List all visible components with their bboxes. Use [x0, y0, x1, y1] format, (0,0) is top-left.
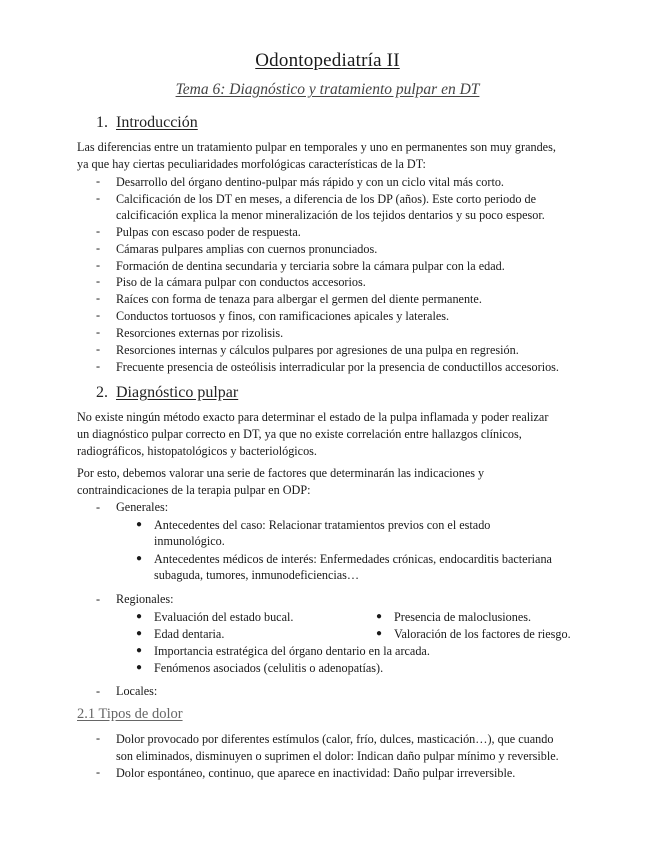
- paragraph-line: un diagnóstico pulpar correcto en DT, ya que no existe correlación entre hallazgos clínicos,: [77, 427, 522, 441]
- paragraph-line: radiográficos, histopatológicos y bacteriológicos.: [77, 444, 317, 458]
- factors-paragraph: [77, 465, 587, 499]
- list-item: Dolor espontáneo, continuo, que aparece en inactividad: Daño pulpar irreversible.: [116, 766, 516, 780]
- list-item: Resorciones internas y cálculos pulpares por agresiones de una pulpa en regresión.: [116, 343, 519, 357]
- section-number: 2.: [96, 384, 108, 401]
- list-item: Piso de la cámara pulpar con conductos accesorios.: [116, 275, 366, 289]
- list-item: Presencia de maloclusiones.: [394, 610, 532, 624]
- list-item: Importancia estratégica del órgano dentario en la arcada.: [154, 644, 430, 658]
- intro-line: Las diferencias entre un tratamiento pulpar en temporales y uno en permanentes son muy grandes,: [77, 140, 556, 154]
- list-item: Antecedentes del caso: Relacionar tratamientos previos con el estado: [154, 518, 491, 532]
- generales-heading: Generales:: [116, 500, 169, 514]
- list-item: [116, 731, 586, 764]
- list-item: Resorciones externas por rizolisis.: [116, 326, 284, 340]
- paragraph-line: No existe ningún método exacto para determinar el estado de la pulpa inflamada y poder realizar: [77, 410, 549, 424]
- list-item: Cámaras pulpares amplias con cuernos pronunciados.: [116, 242, 378, 256]
- intro-paragraph: [77, 139, 587, 173]
- list-item: Edad dentaria.: [154, 627, 225, 641]
- list-item: Evaluación del estado bucal.: [154, 610, 294, 624]
- list-item: Conductos tortuosos y finos, con ramificaciones apicales y laterales.: [116, 309, 450, 323]
- paragraph-line: contraindicaciones de la terapia pulpar en ODP:: [77, 483, 311, 497]
- list-item-continuation: calcificación explica la menor mineralización de los tejidos dentarios y su poco espesor.: [116, 208, 545, 222]
- document-title: Odontopediatría II: [255, 50, 400, 71]
- list-item: Desarrollo del órgano dentino-pulpar más rápido y con un ciclo vital más corto.: [116, 175, 504, 189]
- list-item: Frecuente presencia de osteólisis interradicular por la presencia de conductillos accesorios.: [116, 360, 559, 374]
- list-item: Formación de dentina secundaria y terciaria sobre la cámara pulpar con la edad.: [116, 259, 505, 273]
- section-number: 1.: [96, 114, 108, 131]
- section-title: Diagnóstico pulpar: [116, 384, 239, 401]
- list-item-continuation: inmunológico.: [154, 534, 225, 548]
- list-item: Pulpas con escaso poder de respuesta.: [116, 225, 301, 239]
- document-page: Odontopediatría II Tema 6: Diagnóstico y tratamiento pulpar en DT 1. Introducción Las diferencias entre un tratamiento pulpar en temporales y uno en permanentes son muy grandes, ya que hay ciertas peculiaridades morfológicas características de la DT: - Desarrollo del órgano dentino-pulpar más rápido y con un ciclo vital más corto. - Calcificación de los DT en meses, a diferencia de los DP (años). Este corto periodo de calcificación explica la menor mineralización de los tejidos dentarios y su poco espesor. - Pulpas con escaso poder de respuesta. - Cámaras pulpares amplias con cuernos pronunciados. - Formación de dentina secundaria y terciaria sobre la cámara pulpar con la edad. - Piso de la cámara pulpar con conductos accesorios. - Raíces con forma de tenaza para albergar el germen del diente permanente. - Conductos tortuosos y finos, con ramificaciones apicales y laterales. - Resorciones externas por rizolisis. - Resorciones internas y cálculos pulpares por agresiones de una pulpa en regresión. - Frecuente presencia de osteólisis interradicular por la presencia de conductillos accesorios. 2. Diagnóstico pulpar No existe ningún método exacto para determinar el estado de la pulpa inflamada y poder realizar un diagnóstico pulpar correcto en DT, ya que no existe correlación entre hallazgos clínicos, radiográficos, histopatológicos y bacteriológicos. Por esto, debemos valorar una serie de factores que determinarán las indicaciones y contraindicaciones de la terapia pulpar en ODP: - Generales: ● Antecedentes del caso: Relacionar tratamientos previos con el estado inmunológico. ● Antecedentes médicos de interés: Enfermedades crónicas, endocarditis bacteriana subaguda, tumores, inmunodeficiencias… - Regionales: ● Evaluación del estado bucal. ● Presencia de maloclusiones. ● Edad dentaria. ● Valoración de los factores de riesgo. ● Importancia estratégica del órgano dentario en la arcada. ● Fenómenos asociados (celulitis o adenopatías). - Locales: 2.1 Tipos de dolor - Dolor provocado por diferentes estímulos (calor, frío, dulces, masticación…), que cuando son eliminados, disminuyen o suprimen el dolor: Indican daño pulpar mínimo y reversible. - Dolor espontáneo, continuo, que aparece en inactividad: Daño pulpar irreversible.: [0, 0, 655, 848]
- list-item: Antecedentes médicos de interés: Enfermedades crónicas, endocarditis bacteriana: [154, 552, 552, 566]
- list-item-continuation: subaguda, tumores, inmunodeficiencias…: [154, 568, 360, 582]
- document-subtitle: Tema 6: Diagnóstico y tratamiento pulpar en DT: [175, 81, 480, 98]
- subsection-2-1-heading: 2.1 Tipos de dolor: [77, 706, 183, 722]
- regionales-heading: Regionales:: [116, 592, 174, 606]
- paragraph-line: Por esto, debemos valorar una serie de factores que determinarán las indicaciones y: [77, 466, 485, 480]
- list-item: Fenómenos asociados (celulitis o adenopatías).: [154, 661, 384, 675]
- intro-line: ya que hay ciertas peculiaridades morfológicas características de la DT:: [77, 157, 426, 171]
- locales-heading: Locales:: [116, 684, 158, 698]
- list-item: Calcificación de los DT en meses, a diferencia de los DP (años). Este corto periodo de: [116, 192, 536, 206]
- section-title: Introducción: [116, 114, 198, 131]
- list-item: Valoración de los factores de riesgo.: [394, 627, 571, 641]
- diagnosis-paragraph: [77, 409, 587, 460]
- list-item: Raíces con forma de tenaza para albergar el germen del diente permanente.: [116, 292, 482, 306]
- list-line: Dolor provocado por diferentes estímulos (calor, frío, dulces, masticación…), que cuando: [116, 732, 554, 746]
- list-line: son eliminados, disminuyen o suprimen el dolor: Indican daño pulpar mínimo y reversible.: [116, 748, 559, 763]
